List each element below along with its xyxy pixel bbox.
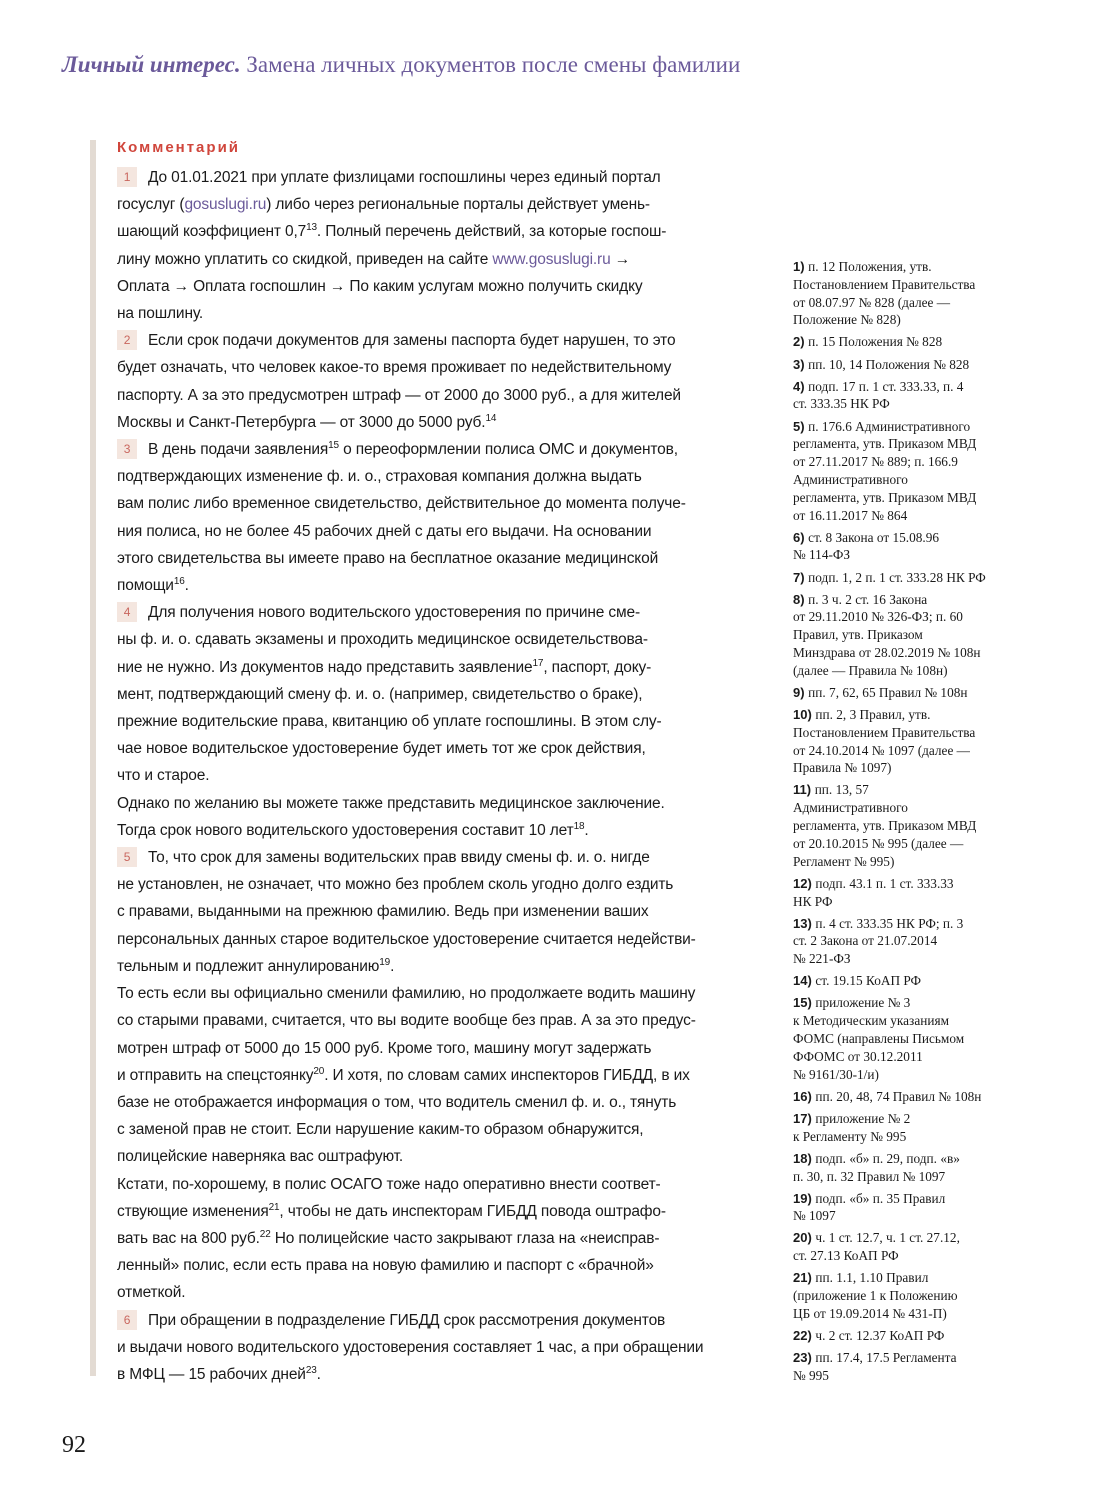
paragraph-line: что и старое.	[117, 767, 210, 785]
footnote-line: 12) подп. 43.1 п. 1 ст. 333.33	[793, 875, 954, 891]
footnote-line: 3) пп. 10, 14 Положения № 828	[793, 356, 970, 372]
paragraph-line: и отправить на спецстоянку$^{20}$. И хотя, по словам самих инспекторов ГИБДД, в их	[117, 1065, 690, 1084]
footnote-number: 10)	[793, 707, 816, 722]
footnote-item	[793, 684, 1023, 702]
paragraph-number-badge: 1	[117, 167, 137, 187]
comment-sidebar-bar	[90, 140, 96, 1376]
paragraph-line: со старыми правами, считается, что вы водите вообще без прав. А за это предус-	[117, 1012, 696, 1030]
footnote-item	[793, 1088, 1023, 1106]
comment-paragraph	[117, 436, 747, 599]
footnote-number: 17)	[793, 1110, 816, 1126]
footnote-ref: 22	[259, 1228, 271, 1240]
footnote-number: 12)	[793, 875, 816, 891]
footnote-number: 13)	[793, 915, 816, 931]
paragraph-line: с правами, выданными на прежнюю фамилию. Ведь при изменении ваших	[117, 903, 649, 921]
paragraph-line: То есть если вы официально сменили фамилию, но продолжаете водить машину	[117, 985, 696, 1003]
footnote-line: 14) ст. 19.15 КоАП РФ	[793, 973, 922, 989]
footnote-item	[793, 333, 1023, 351]
footnote-line: № 995	[793, 1367, 829, 1383]
footnote-line: 18) подп. «б» п. 29, подп. «в»	[793, 1150, 960, 1166]
footnote-ref: 18	[573, 820, 585, 832]
paragraph-line: 2 Если срок подачи документов для замены паспорта будет нарушен, то это	[117, 327, 747, 354]
footnote-item	[793, 915, 1023, 968]
footnote-item	[793, 875, 1023, 911]
footnote-line: 19) подп. «б» п. 35 Правил	[793, 1190, 946, 1206]
footnote-line: 5) п. 176.6 Административного	[793, 418, 971, 434]
paragraph-number-badge: 3	[117, 439, 137, 459]
footnote-item	[793, 378, 1023, 414]
footnote-line: 7) подп. 1, 2 п. 1 ст. 333.28 НК РФ	[793, 569, 986, 585]
footnote-line: от 24.10.2014 № 1097 (далее —	[793, 742, 970, 758]
footnote-line: 22) ч. 2 ст. 12.37 КоАП РФ	[793, 1328, 945, 1344]
paragraph-line: полицейские наверняка вас оштрафуют.	[117, 1148, 403, 1166]
footnote-ref: 21	[268, 1201, 280, 1213]
footnote-ref: 17	[532, 657, 544, 669]
paragraph-line: в МФЦ — 15 рабочих дней$^{23}$.	[117, 1364, 321, 1383]
footnote-number: 20)	[793, 1230, 816, 1246]
footnote-line: 4) подп. 17 п. 1 ст. 333.33, п. 4	[793, 378, 964, 394]
footnote-item	[793, 356, 1023, 374]
footnote-number: 14)	[793, 973, 816, 989]
footnote-line: ФФОМС от 30.12.2011	[793, 1048, 923, 1064]
footnote-item	[793, 258, 1023, 329]
footnote-item	[793, 1327, 1023, 1345]
comment-title: Комментарий	[117, 139, 241, 156]
paragraph-line: подтверждающих изменение ф. и. о., страховая компания должна выдать	[117, 468, 642, 486]
footnote-item	[793, 1349, 1023, 1385]
paragraph-line: с заменой прав не стоит. Если нарушение каким-то образом обнаружится,	[117, 1121, 644, 1139]
paragraph-line: 4 Для получения нового водительского удостоверения по причине сме-	[117, 599, 747, 626]
footnote-number: 9)	[793, 684, 809, 700]
footnote-number: 8)	[793, 591, 809, 607]
footnote-line: 6) ст. 8 Закона от 15.08.96	[793, 529, 939, 545]
footnote-line: от 16.11.2017 № 864	[793, 507, 908, 523]
footnote-ref: 13	[306, 222, 317, 234]
paragraph-line: ние не нужно. Из документов надо представить заявление$^{17}$, паспорт, доку-	[117, 657, 652, 676]
paragraph-number-badge: 5	[117, 847, 137, 867]
footnote-ref: 16	[173, 575, 185, 587]
link-gosuslugi[interactable]: gosuslugi.ru	[184, 196, 267, 214]
paragraph-line: ствующие изменения$^{21}$, чтобы не дать инспекторам ГИБДД повода оштрафо-	[117, 1201, 666, 1220]
paragraph-line: лину можно уплатить со скидкой, приведен на сайте www.gosuslugi.ru →	[117, 250, 631, 268]
footnote-line: 23) пп. 17.4, 17.5 Регламента	[793, 1350, 957, 1366]
footnote-number: 15)	[793, 995, 816, 1011]
footnote-line: Административного	[793, 471, 908, 487]
comment-paragraph	[117, 1307, 747, 1389]
footnote-line: ст. 27.13 КоАП РФ	[793, 1248, 899, 1264]
footnotes-column	[793, 258, 1023, 1389]
footnote-number: 19)	[793, 1190, 816, 1206]
footnote-line: Постановлением Правительства	[793, 276, 976, 292]
paragraph-line: этого свидетельства вы имеете право на бесплатное оказание медицинской	[117, 549, 659, 567]
comment-block	[117, 138, 747, 1388]
footnote-item	[793, 1110, 1023, 1146]
paragraph-line: чае новое водительское удостоверение будет иметь тот же срок действия,	[117, 740, 646, 758]
footnote-line: 15) приложение № 3	[793, 995, 911, 1011]
footnote-line: Правила № 1097)	[793, 760, 892, 776]
footnote-number: 18)	[793, 1150, 816, 1166]
footnote-item	[793, 591, 1023, 680]
footnote-ref: 20	[313, 1065, 325, 1077]
footnote-ref: 23	[305, 1364, 317, 1376]
paragraph-line: персональных данных старое водительское удостоверение считается недействи-	[117, 930, 696, 948]
paragraph-line: тельным и подлежит аннулированию$^{19}$.	[117, 956, 395, 975]
paragraph-line: базе не отображается информация о том, что водитель сменил ф. и. о., тянуть	[117, 1093, 677, 1111]
paragraph-number-badge: 2	[117, 330, 137, 350]
footnote-line: 8) п. 3 ч. 2 ст. 16 Закона	[793, 591, 928, 607]
paragraph-line: шающий коэффициент $0,7^{13}$. Полный перечень действий, за которые госпош-	[117, 222, 667, 241]
paragraph-line: не установлен, не означает, что можно без проблем сколь угодно долго ездить	[117, 876, 674, 894]
footnote-line: (приложение 1 к Положению	[793, 1288, 958, 1304]
comment-paragraph	[117, 327, 747, 436]
footnote-line: 11) пп. 13, 57	[793, 782, 869, 798]
footnote-line: 1) п. 12 Положения, утв.	[793, 259, 932, 274]
footnote-number: 1)	[793, 259, 809, 274]
footnote-ref: 19	[379, 956, 391, 968]
footnote-item	[793, 706, 1023, 777]
comment-paragraphs	[117, 164, 747, 1388]
paragraph-line: ленный» полис, если есть права на новую фамилию и паспорт с «брачной»	[117, 1257, 654, 1275]
footnote-line: Постановлением Правительства	[793, 724, 976, 740]
paragraph-line: и выдачи нового водительского удостоверения составляет 1 час, а при обращении	[117, 1338, 704, 1356]
comment-paragraph	[117, 844, 747, 1306]
footnote-number: 23)	[793, 1350, 816, 1366]
footnote-line: ЦБ от 19.09.2014 № 431-П)	[793, 1305, 947, 1321]
footnote-line: от 29.11.2010 № 326-ФЗ; п. 60	[793, 609, 963, 625]
footnote-line: от 20.10.2015 № 995 (далее —	[793, 835, 964, 851]
footnote-line: 9) пп. 7, 62, 65 Правил № 108н	[793, 684, 968, 700]
footnote-number: 6)	[793, 529, 809, 545]
paragraph-line: будет означать, что человек какое-то время проживает по недействительному	[117, 359, 672, 377]
paragraph-line: мотрен штраф от 5000 до 15 000 руб. Кроме того, машину могут задержать	[117, 1039, 652, 1057]
footnote-line: ФОМС (направлены Письмом	[793, 1031, 965, 1047]
footnote-item	[793, 1150, 1023, 1186]
footnote-ref: 15	[328, 439, 339, 451]
footnote-item	[793, 994, 1023, 1083]
footnote-line: НК РФ	[793, 893, 833, 909]
footnote-line: Административного	[793, 800, 908, 816]
footnote-item	[793, 1229, 1023, 1265]
paragraph-line: 6 При обращении в подразделение ГИБДД срок рассмотрения документов	[117, 1307, 747, 1334]
footnote-number: 11)	[793, 782, 815, 798]
footnote-number: 21)	[793, 1270, 816, 1286]
footnote-line: 13) п. 4 ст. 333.35 НК РФ; п. 3	[793, 915, 964, 931]
footnote-item	[793, 781, 1023, 870]
paragraph-line: Однако по желанию вы можете также представить медицинское заключение.	[117, 794, 665, 812]
paragraph-line: Тогда срок нового водительского удостоверения составит 10 лет$^{18}$.	[117, 820, 589, 839]
paragraph-line: вам полис либо временное свидетельство, действительное до момента получе-	[117, 495, 686, 513]
footnote-number: 2)	[793, 334, 809, 350]
footnote-item	[793, 418, 1023, 525]
paragraph-line: Москвы и Санкт-Петербурга — от 3000 до 5000 руб.$^{14}$	[117, 412, 497, 431]
footnote-line: Регламент № 995)	[793, 853, 895, 869]
footnote-line: 21) пп. 1.1, 1.10 Правил	[793, 1270, 929, 1286]
comment-paragraph	[117, 599, 747, 844]
footnote-line: к Методическим указаниям	[793, 1013, 949, 1029]
footnote-line: 20) ч. 1 ст. 12.7, ч. 1 ст. 27.12,	[793, 1230, 960, 1246]
footnote-line: п. 30, п. 32 Правил № 1097	[793, 1168, 946, 1184]
footnote-line: (далее — Правила № 108н)	[793, 662, 948, 678]
footnote-number: 22)	[793, 1328, 816, 1344]
paragraph-line: мент, подтверждающий смену ф. и. о. (например, свидетельство о браке),	[117, 685, 643, 703]
header-title: Личный интерес.	[62, 52, 241, 77]
paragraph-line: госуслуг (gosuslugi.ru) либо через региональные порталы действует умень-	[117, 196, 650, 214]
link-gosuslugi[interactable]: www.gosuslugi.ru	[492, 250, 611, 268]
page-number: 92	[62, 1432, 86, 1458]
footnote-line: 16) пп. 20, 48, 74 Правил № 108н	[793, 1088, 982, 1104]
footnote-line: 10) пп. 2, 3 Правил, утв.	[793, 707, 931, 722]
paragraph-line: Кстати, по-хорошему, в полис ОСАГО тоже надо оперативно внести соответ-	[117, 1175, 661, 1193]
footnote-line: от 08.07.97 № 828 (далее —	[793, 294, 951, 310]
footnote-line: ст. 333.35 НК РФ	[793, 396, 890, 412]
footnote-line: № 1097	[793, 1208, 836, 1224]
paragraph-line: на пошлину.	[117, 305, 204, 323]
paragraph-line: прежние водительские права, квитанцию об уплате госпошлины. В этом слу-	[117, 713, 662, 731]
paragraph-number-badge: 6	[117, 1310, 137, 1330]
footnote-line: Минздрава от 28.02.2019 № 108н	[793, 645, 981, 661]
footnote-line: № 221-ФЗ	[793, 951, 851, 967]
paragraph-line: отметкой.	[117, 1284, 186, 1302]
footnote-line: ст. 2 Закона от 21.07.2014	[793, 933, 938, 949]
paragraph-line: ны ф. и. о. сдавать экзамены и проходить медицинское освидетельствова-	[117, 631, 648, 649]
footnote-number: 16)	[793, 1088, 816, 1104]
paragraph-line: ния полиса, но не более 45 рабочих дней с даты его выдачи. На основании	[117, 522, 652, 540]
footnote-line: № 9161/30-1/и)	[793, 1066, 879, 1082]
paragraph-line: паспорту. А за это предусмотрен штраф — от 2000 до 3000 руб., а для жителей	[117, 386, 681, 404]
footnote-item	[793, 972, 1023, 990]
paragraph-line: Оплата → Оплата госпошлин → По каким услугам можно получить скидку	[117, 277, 643, 295]
footnote-item	[793, 569, 1023, 587]
footnote-item	[793, 529, 1023, 565]
footnote-line: регламента, утв. Приказом МВД	[793, 489, 977, 505]
footnote-line: Правил, утв. Приказом	[793, 627, 923, 643]
footnote-line: регламента, утв. Приказом МВД	[793, 436, 977, 452]
footnote-item	[793, 1269, 1023, 1322]
paragraph-line: 3 В день подачи заявления$^{15}$ о переоформлении полиса ОМС и документов,	[117, 436, 747, 463]
footnote-line: к Регламенту № 995	[793, 1128, 907, 1144]
footnote-number: 4)	[793, 378, 809, 394]
paragraph-line: вать вас на 800 руб.$^{22}$ Но полицейские часто закрывают глаза на «неиспрaв-	[117, 1228, 660, 1247]
footnote-number: 5)	[793, 418, 809, 434]
page-header	[62, 52, 1062, 78]
paragraph-line: помощи$^{16}$.	[117, 575, 189, 595]
footnote-line: от 27.11.2017 № 889; п. 166.9	[793, 454, 958, 470]
paragraph-number-badge: 4	[117, 602, 137, 622]
footnote-line: 17) приложение № 2	[793, 1110, 911, 1126]
paragraph-line: 5 То, что срок для замены водительских прав ввиду смены ф. и. о. нигде	[117, 844, 747, 871]
footnote-number: 7)	[793, 569, 809, 585]
footnote-item	[793, 1190, 1023, 1226]
paragraph-line: 1 До 01.01.2021 при уплате физлицами госпошлины через единый портал	[117, 164, 747, 191]
footnote-line: 2) п. 15 Положения № 828	[793, 334, 943, 350]
comment-paragraph	[117, 164, 747, 327]
footnote-line: Положение № 828)	[793, 312, 901, 328]
footnote-line: регламента, утв. Приказом МВД	[793, 818, 977, 834]
footnote-line: № 114-ФЗ	[793, 547, 851, 563]
header-subtitle: Замена личных документов после смены фамилии	[240, 52, 741, 77]
footnote-ref: 14	[485, 412, 497, 424]
footnote-number: 3)	[793, 356, 809, 372]
